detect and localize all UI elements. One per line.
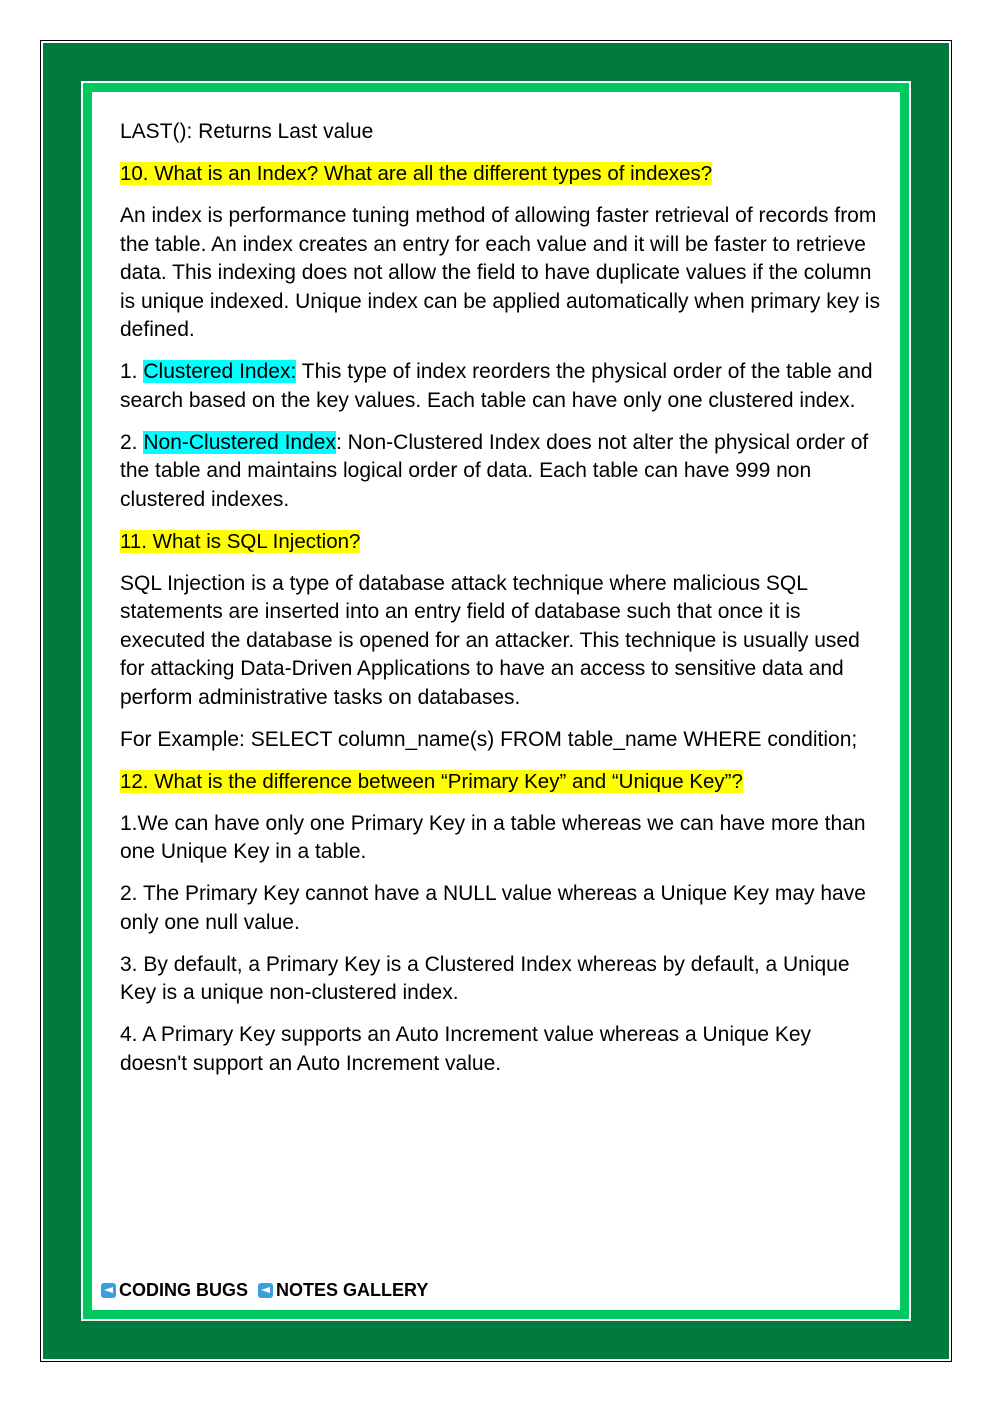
difference-item-3: 3. By default, a Primary Key is a Clustered Index whereas by default, a Unique Key is a unique non-clustered index.: [120, 952, 850, 1004]
sql-injection-paragraph: SQL Injection is a type of database attack technique where malicious SQL statements are inserted into an entry field of database such that once it is executed the database is opened for an attacker. This technique is usually used for attacking Data-Driven Applications to have an access to sensitive data and perform administrative tasks on databases.: [120, 571, 860, 709]
brand-notes-gallery: NOTES GALLERY: [276, 1280, 429, 1300]
question-10-heading: 10. What is an Index? What are all the different types of indexes?: [120, 162, 713, 185]
telegram-icon: [258, 1283, 273, 1298]
difference-item-2: 2. The Primary Key cannot have a NULL value whereas a Unique Key may have only one null value.: [120, 882, 866, 934]
question-12-heading: 12. What is the difference between “Primary Key” and “Unique Key”?: [120, 769, 743, 793]
difference-item-1: 1.We can have only one Primary Key in a table whereas we can have more than one Unique Key in a table.: [120, 811, 866, 863]
question-11-heading: 11. What is SQL Injection?: [120, 529, 361, 553]
index-paragraph: An index is performance tuning method of allowing faster retrieval of records from the table. An index creates an entry for each value and it will be faster to retrieve data. This indexing does not allow the field to have duplicate values if the column is unique indexed. Unique index can be applied automatically when primary key is defined.: [120, 204, 880, 341]
non-clustered-index-term: Non-Clustered Index: [143, 430, 336, 454]
footer-branding: [101, 1280, 428, 1301]
last-function-line: LAST(): Returns Last value: [120, 120, 374, 143]
document-content: [120, 118, 880, 1092]
non-clustered-index-item: 2. Non-Clustered Index: Non-Clustered Index does not alter the physical order of the table and maintains logical order of data. Each table can have 999 non clustered indexes.: [120, 430, 869, 511]
example-paragraph: For Example: SELECT column_name(s) FROM table_name WHERE condition;: [120, 727, 858, 751]
telegram-icon: [101, 1283, 116, 1298]
difference-item-4: 4. A Primary Key supports an Auto Increment value whereas a Unique Key doesn't support an Auto Increment value.: [120, 1023, 812, 1075]
brand-coding-bugs: CODING BUGS: [119, 1280, 249, 1300]
clustered-index-term: Clustered Index:: [143, 360, 297, 383]
clustered-index-item: 1. Clustered Index: This type of index reorders the physical order of the table and search based on the key values. Each table can have only one clustered index.: [120, 360, 873, 412]
